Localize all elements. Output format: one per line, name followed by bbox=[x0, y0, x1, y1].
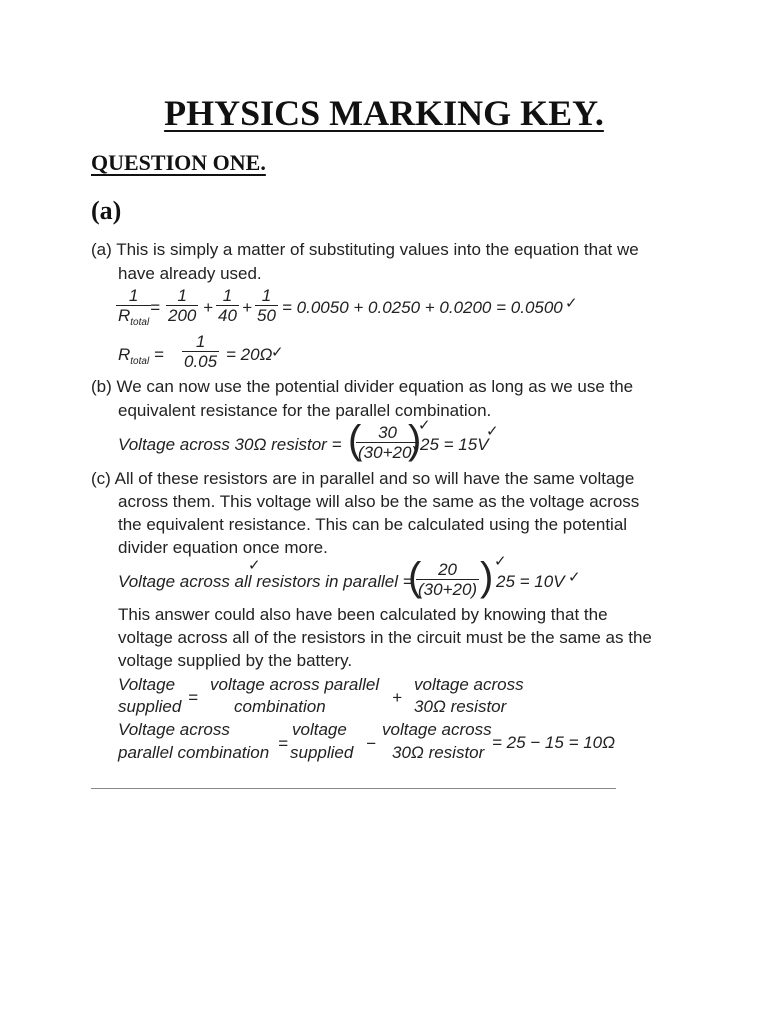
part-c-para3: voltage supplied by the battery. bbox=[118, 651, 353, 670]
sum-row2-c: 30Ω resistor bbox=[414, 697, 507, 716]
part-c-result: 25 = 10V bbox=[496, 572, 565, 591]
sum-equals: = bbox=[188, 688, 198, 707]
diff-equals: = bbox=[278, 734, 288, 753]
eq1-result: = 0.0050 + 0.0250 + 0.0200 = 0.0500 bbox=[282, 298, 563, 317]
fraction-1-over-40: $\frac{1}{40}$ bbox=[218, 286, 237, 325]
fraction-1-over-50: $\frac{1}{50}$ bbox=[257, 286, 276, 325]
check-mark-icon: ✓ bbox=[565, 295, 578, 312]
question-heading: QUESTION ONE. bbox=[91, 150, 266, 175]
eq2-lhs: $R_{total}$ = bbox=[118, 345, 164, 367]
diff-row2-a: parallel combination bbox=[118, 743, 270, 762]
sum-row1-b: voltage across parallel bbox=[210, 675, 380, 694]
diff-row1-a: Voltage across bbox=[118, 720, 230, 739]
part-c-line2: across them. This voltage will also be the same as the voltage across bbox=[118, 492, 640, 511]
part-c-line3: the equivalent resistance. This can be calculated using the potential bbox=[118, 515, 628, 534]
diff-row2-b: supplied bbox=[290, 743, 354, 762]
check-mark-icon: ✓ bbox=[418, 417, 431, 434]
part-c-para1: This answer could also have been calculated by knowing that the bbox=[118, 605, 608, 624]
part-b-line1: (b) We can now use the potential divider equation as long as we use the bbox=[91, 377, 634, 396]
part-b-eq-label: Voltage across 30Ω resistor = bbox=[118, 435, 342, 454]
final-result: = 25 − 15 = 10Ω bbox=[492, 733, 616, 752]
part-b-line2: equivalent resistance for the parallel combination. bbox=[118, 401, 492, 420]
diff-row2-c: 30Ω resistor bbox=[392, 743, 485, 762]
part-a-line1: (a) This is simply a matter of substituting values into the equation that we bbox=[91, 240, 639, 259]
fraction-30-over-30-20: $\frac{30}{(30+20)}$ bbox=[358, 423, 418, 462]
eq2-result: = 20Ω bbox=[226, 345, 273, 364]
fraction-20-over-30-20: $\frac{20}{(30+20)}$ bbox=[418, 560, 478, 599]
part-c-line4: divider equation once more. bbox=[118, 538, 328, 557]
part-heading: (a) bbox=[91, 196, 122, 225]
fraction-1-over-0.05: $\frac{1}{0.05}$ bbox=[184, 332, 218, 371]
fraction-1-over-rtotal: 1 $R_{total}$ bbox=[116, 286, 151, 333]
check-mark-icon: ✓ bbox=[271, 344, 284, 361]
diff-row1-c: voltage across bbox=[382, 720, 492, 739]
check-mark-icon: ✓ bbox=[248, 557, 261, 574]
part-c-para2: voltage across all of the resistors in the circuit must be the same as the bbox=[118, 628, 652, 647]
part-c-eq-label: Voltage across all resistors in parallel = bbox=[118, 572, 413, 591]
sum-plus: + bbox=[392, 688, 402, 707]
check-mark-icon: ✓ bbox=[486, 423, 499, 440]
part-c-line1: (c) All of these resistors are in parallel and so will have the same voltage bbox=[91, 469, 635, 488]
fraction-1-over-200: $\frac{1}{200}$ bbox=[168, 286, 197, 325]
part-a-line2: have already used. bbox=[118, 264, 262, 283]
diff-minus: − bbox=[366, 734, 376, 753]
part-b-result: 25 = 15V bbox=[420, 435, 489, 454]
sum-row2-a: supplied bbox=[118, 697, 182, 716]
sum-row2-b: combination bbox=[234, 697, 326, 716]
page-title: PHYSICS MARKING KEY. bbox=[164, 93, 604, 133]
section-divider bbox=[91, 788, 616, 789]
sum-row1-c: voltage across bbox=[414, 675, 524, 694]
check-mark-icon: ✓ bbox=[568, 569, 581, 586]
sum-row1-a: Voltage bbox=[118, 675, 176, 694]
check-mark-icon: ✓ bbox=[494, 553, 507, 570]
diff-row1-b: voltage bbox=[292, 720, 347, 739]
